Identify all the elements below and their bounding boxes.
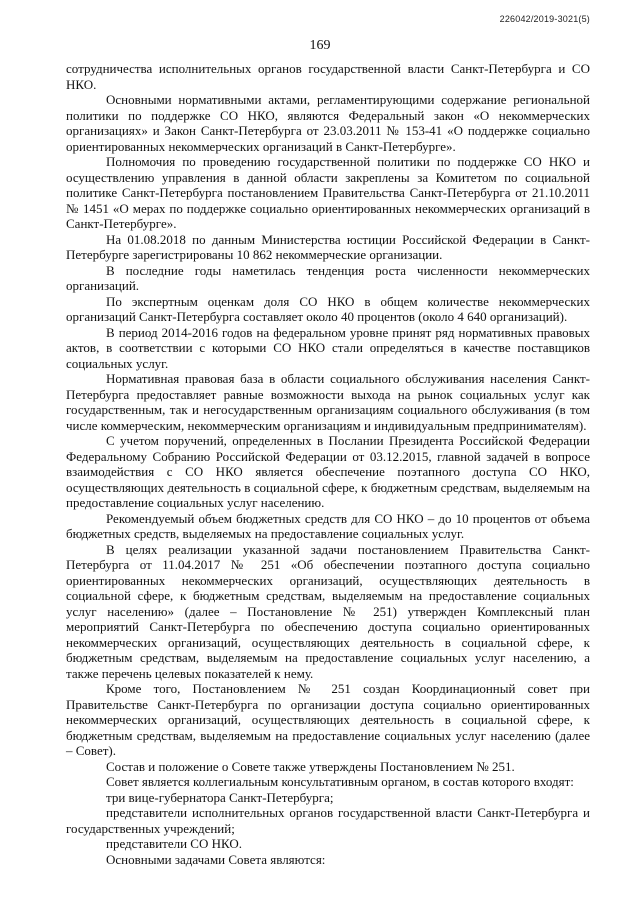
paragraph: Основными нормативными актами, регламентирующими содержание региональной политики по поддержке СО НКО, являются Федеральный закон «О некоммерческих организациях» и Закон Санкт-Петербурга от 23.03.2011 № 153-41 «О поддержке социально ориентированных некоммерческих организаций в Санкт-Петербурге». bbox=[66, 92, 590, 154]
paragraph: В последние годы наметилась тенденция роста численности некоммерческих организаций. bbox=[66, 262, 590, 293]
document-number: 226042/2019-3021(5) bbox=[499, 14, 590, 24]
paragraph: По экспертным оценкам доля СО НКО в общем количестве некоммерческих организаций Санкт-Петербурга составляет около 40 процентов (около 4 640 организаций). bbox=[66, 293, 590, 324]
paragraph: В целях реализации указанной задачи постановлением Правительства Санкт-Петербурга от 11.04.2017 № 251 «Об обеспечении поэтапного доступа социально ориентированных некоммерческих организаций, осуществляющих деятельность в социальной сфере, к бюджетным средствам, выделяемым на предоставление социальных услуг населению» (далее – Постановление № 251) утвержден Комплексный план мероприятий Санкт-Петербурга по обеспечению доступа социально ориентированных некоммерческих организаций, осуществляющих деятельность в социальной сфере, к бюджетным средствам, выделяемым на предоставление социальных услуг населению, а также перечень целевых показателей к нему. bbox=[66, 541, 590, 681]
paragraph: На 01.08.2018 по данным Министерства юстиции Российской Федерации в Санкт-Петербурге зарегистрированы 10 862 некоммерческие организации. bbox=[66, 231, 590, 262]
paragraph: В период 2014-2016 годов на федеральном уровне принят ряд нормативных правовых актов, в соответствии с которыми СО НКО стали определяться в качестве поставщиков социальных услуг. bbox=[66, 324, 590, 371]
list-item: представители СО НКО. bbox=[106, 836, 242, 851]
paragraph: Нормативная правовая база в области социального обслуживания населения Санкт-Петербурга предоставляет равные возможности выхода на рынок социальных услуг как государственным, так и негосударственным организациям социального обслуживания (в том числе коммерческим, некоммерческим организациям и индивидуальным предпринимателям). bbox=[66, 371, 590, 433]
paragraph: С учетом поручений, определенных в Послании Президента Российской Федерации Федеральному Собранию Российской Федерации от 03.12.2015, главной задачей в вопросе взаимодействия с СО НКО является обеспечение поэтапного доступа СО НКО, осуществляющих деятельность в социальной сфере, к бюджетным средствам, выделяемым на предоставление социальных услуг населению. bbox=[66, 433, 590, 510]
paragraph: Рекомендуемый объем бюджетных средств для СО НКО – до 10 процентов от объема бюджетных средств, выделяемых на предоставление социальных услуг. bbox=[66, 510, 590, 541]
paragraph: Кроме того, Постановлением № 251 создан Координационный совет при Правительстве Санкт-Петербурга по организации доступа социально ориентированных некоммерческих организаций, осуществляющих деятельность в социальной сфере, к бюджетным средствам, выделяемым на предоставление социальных услуг населению (далее – Совет). bbox=[66, 681, 590, 758]
page-number: 169 bbox=[309, 38, 331, 53]
paragraph: Совет является коллегиальным консультативным органом, в состав которого входят: bbox=[106, 774, 574, 789]
paragraph: Состав и положение о Совете также утверждены Постановлением № 251. bbox=[106, 758, 515, 774]
paragraph: Основными задачами Совета являются: bbox=[106, 851, 326, 867]
paragraph: Полномочия по проведению государственной политики по поддержке СО НКО и осуществлению управления в данной области закреплены за Комитетом по социальной политике Санкт-Петербурга постановлением Правительства Санкт-Петербурга от 21.10.2011 № 1451 «О мерах по поддержке социально ориентированных некоммерческих организаций в Санкт-Петербурге». bbox=[66, 154, 590, 231]
paragraph: сотрудничества исполнительных органов государственной власти Санкт-Петербурга и СО НКО. bbox=[66, 61, 590, 92]
list-item: три вице-губернатора Санкт-Петербурга; bbox=[106, 789, 334, 805]
document-body bbox=[66, 61, 590, 867]
list-item: представители исполнительных органов государственной власти Санкт-Петербурга и государственных учреждений; bbox=[66, 805, 590, 836]
